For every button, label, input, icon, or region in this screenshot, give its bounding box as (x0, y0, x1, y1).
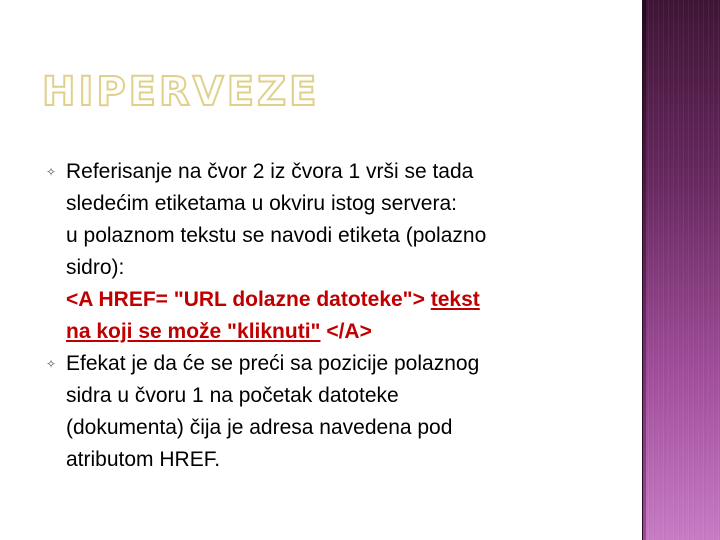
anchor-text-link[interactable]: tekst (430, 288, 480, 311)
text-line: Referisanje na čvor 2 iz čvora 1 vrši se tada (66, 160, 474, 183)
text-line: (dokumenta) čija je adresa navedena pod (66, 416, 453, 439)
slide-title: HIPERVEZE (42, 69, 320, 115)
text-line: u polaznom tekstu se navodi etiketa (polazno (66, 224, 487, 247)
text-line: sidro): (66, 256, 125, 279)
bullet-icon: ✧ (46, 165, 57, 179)
text-line: atributom HREF. (66, 448, 221, 471)
code-line-1 (66, 284, 606, 316)
code-line-2 (66, 316, 606, 348)
bullet-item-1 (46, 156, 606, 348)
decorative-sidebar (642, 0, 720, 540)
text-line: sledećim etiketama u okviru istog servera: (66, 192, 457, 215)
code-tag-close: </A> (320, 320, 372, 343)
bullet-icon: ✧ (46, 357, 57, 371)
text-line: sidra u čvoru 1 na početak datoteke (66, 384, 399, 407)
bullet-item-2 (46, 348, 606, 476)
anchor-text-link-continued[interactable]: na koji se može "kliknuti" (66, 320, 321, 343)
code-tag-open: <A HREF= "URL dolazne datoteke"> (66, 288, 431, 311)
slide-body (46, 156, 606, 476)
text-line: Efekat je da će se preći sa pozicije polaznog (66, 352, 480, 375)
